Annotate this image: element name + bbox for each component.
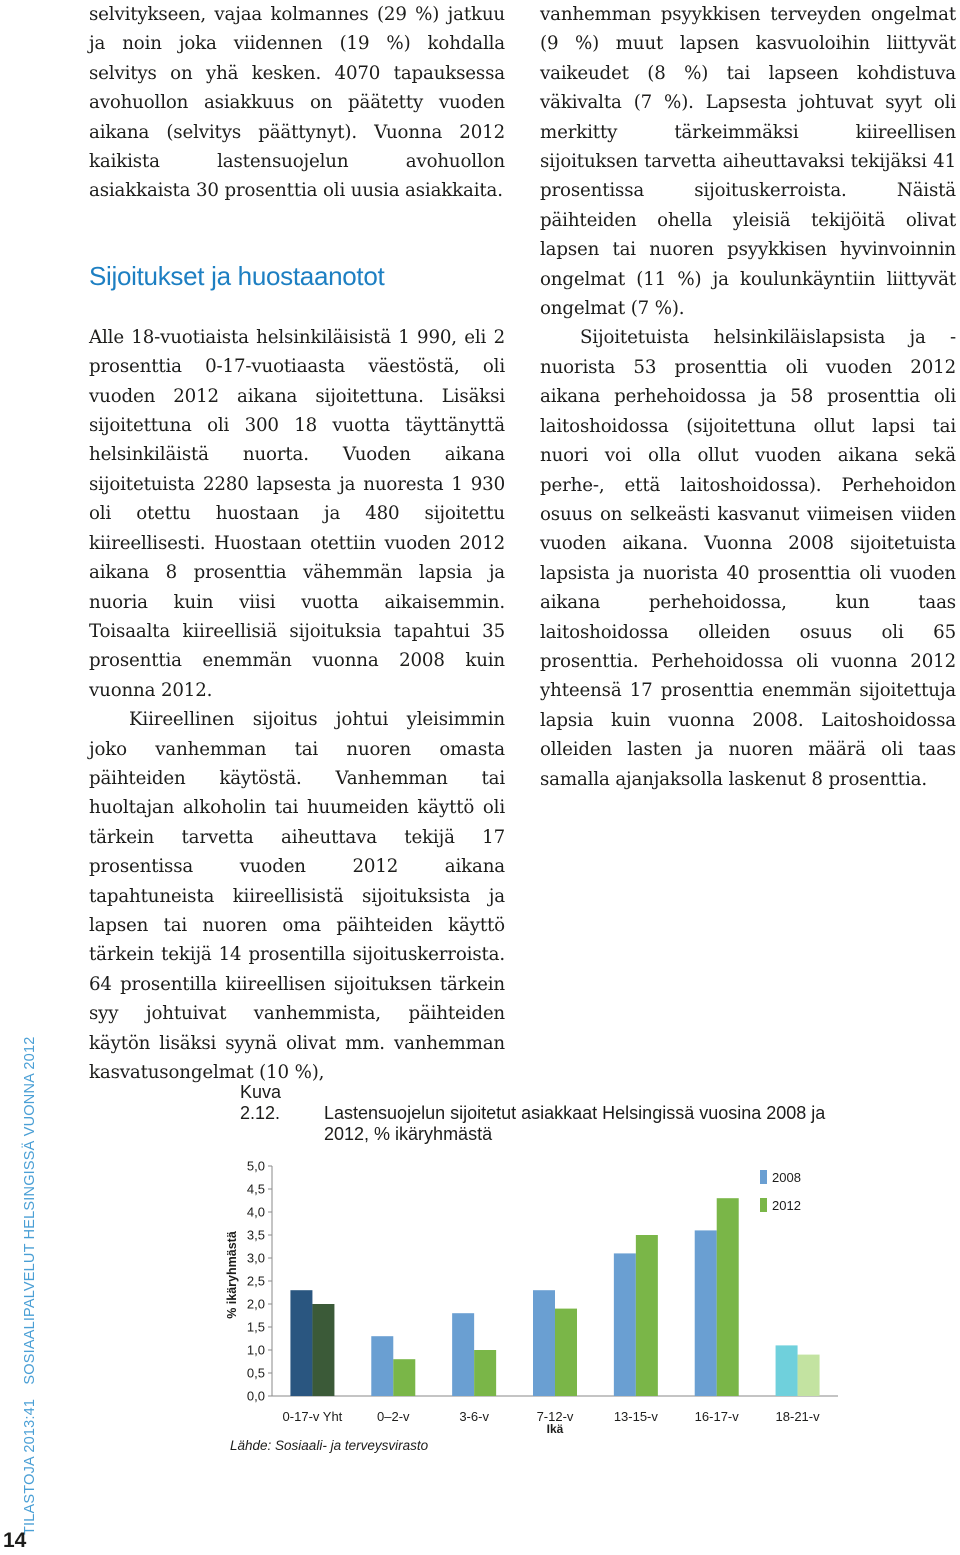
bar-2012: [474, 1350, 496, 1396]
bar-2008: [533, 1290, 555, 1396]
bar-2012: [798, 1355, 820, 1396]
legend-label: 2012: [772, 1198, 801, 1213]
x-tick-label: 16-17-v: [694, 1409, 739, 1424]
x-tick-label: 0-17-v Yht: [282, 1409, 343, 1424]
legend-label: 2008: [772, 1170, 801, 1185]
x-tick-label: 0–2-v: [377, 1409, 410, 1424]
left-paragraph-1: selvitykseen, vajaa kolmannes (29 %) jatkuu ja noin joka viidennen (19 %) kohdalla selvitys on yhä kesken. 4070 tapauksessa avohuollon asiakkuus on päätetty vuoden aikana (selvitys päättynyt). Vuonna 2012 kaikista lastensuojelun avohuollon asiakkaista 30 prosenttia oli uusia asiakkaita.: [89, 4, 505, 202]
y-tick-label: 4,5: [246, 1181, 265, 1197]
bar-2008: [452, 1313, 474, 1396]
figure-title-line-2: 2012, % ikäryhmästä: [324, 1124, 493, 1144]
bar-2008: [371, 1336, 393, 1396]
page-number: 14: [3, 1529, 27, 1552]
y-tick-label: 2,5: [246, 1273, 265, 1289]
x-tick-label: 13-15-v: [613, 1409, 658, 1424]
series-label: SOSIAALIPALVELUT HELSINGISSÄ VUONNA 2012: [22, 1036, 38, 1385]
bar-2012: [393, 1359, 415, 1396]
y-tick-label: 5,0: [246, 1158, 265, 1174]
y-tick-label: 1,0: [246, 1342, 265, 1358]
bar-2012: [717, 1198, 739, 1396]
bar-2008: [290, 1290, 312, 1396]
bar-2012: [312, 1304, 334, 1396]
x-axis-label: Ikä: [546, 1422, 564, 1436]
y-tick-label: 0,5: [246, 1365, 265, 1381]
x-tick-label: 3-6-v: [459, 1409, 489, 1424]
right-paragraph-2: Sijoitetuista helsinkiläislapsista ja -nuorista 53 prosenttia oli vuoden 2012 aikana perhehoidossa ja 58 prosenttia oli laitoshoidossa (sijoitettuna ollut lapsi tai nuori voi olla ollut vuoden aikana sekä perhe-, että laitoshoidossa). Perhehoidon osuus on selkeästi kasvanut viimeisen viiden vuoden aikana. Vuonna 2008 sijoitetuista lapsista ja nuorista 40 prosenttia oli vuoden aikana perhehoidossa, kun taas laitoshoidossa olleiden osuus oli 65 prosenttia. Perhehoidossa oli vuonna 2012 yhteensä 17 prosenttia enemmän sijoitettuja lapsia kuin vuonna 2008. Laitoshoidossa olleiden lasten ja nuoren määrä oli taas samalla ajanjaksolla laskenut 8 prosenttia.: [540, 327, 956, 790]
y-tick-label: 1,5: [246, 1319, 265, 1335]
section-heading: Sijoitukset ja huostaanotot: [89, 260, 385, 291]
x-tick-label: 18-21-v: [775, 1409, 820, 1424]
legend-swatch: [760, 1198, 767, 1212]
bar-2008: [614, 1253, 636, 1396]
bar-2008: [776, 1345, 798, 1396]
bar-2012: [636, 1235, 658, 1396]
figure-title-line-1: Lastensuojelun sijoitetut asiakkaat Helsingissä vuosina 2008 ja: [324, 1103, 826, 1123]
y-axis-label: % ikäryhmästä: [225, 1231, 239, 1319]
x-tick-label: 7-12-v: [536, 1409, 574, 1424]
right-paragraph-1: vanhemman psyykkisen terveyden ongelmat (9 %) muut lapsen kasvuoloihin liittyvät vaikeudet (8 %) tai lapseen kohdistuva väkivalta (7 %). Lapsesta johtuvat syyt oli merkitty tärkeimmäksi kiireellisen sijoituksen tarvetta aiheuttavaksi tekijäksi 41 prosentissa sijoituskerroista. Näistä päihteiden ohella yleisiä tekijöitä olivat lapsen tai nuoren psyykkisen hyvinvoinnin ongelmat (11 %) ja koulunkäyntiin liittyvät ongelmat (7 %).: [540, 4, 956, 320]
left-paragraph-3: Kiireellinen sijoitus johtui yleisimmin joko vanhemman tai nuoren omasta päihteiden käytöstä. Vanhemman tai huoltajan alkoholin tai huumeiden käyttö oli tärkein tarvetta aiheuttava tekijä 17 prosentissa vuoden 2012 aikana tapahtuneista kiireellisistä sijoituksista ja lapsen tai nuoren oma päihteiden käyttö tärkein tekijä 14 prosentilla sijoituskerroista. 64 prosentilla kiireellisen sijoituksen tärkein syy johtuivat vanhemmista, päihteiden käytön lisäksi syynä olivat mm. vanhemman kasvatusongelmat (10 %),: [89, 709, 505, 1083]
y-tick-label: 4,0: [246, 1204, 265, 1220]
y-tick-label: 3,0: [246, 1250, 265, 1266]
bar-2012: [555, 1309, 577, 1396]
y-tick-label: 0,0: [246, 1388, 265, 1404]
figure-source: Lähde: Sosiaali- ja terveysvirasto: [230, 1438, 429, 1453]
y-tick-label: 3,5: [246, 1227, 265, 1243]
left-paragraph-2: Alle 18-vuotiaista helsinkiläisistä 1 990, eli 2 prosenttia 0-17-vuotiaasta väestöstä, oli vuoden 2012 aikana sijoitettuna. Lisäksi sijoitettuna oli 300 18 vuotta täyttänyttä helsinkiläistä nuorta. Vuoden aikana sijoitetuista 2280 lapsesta ja nuoresta 1 930 oli otettu huostaan ja 480 sijoitettu kiireellisesti. Huostaan otettiin vuoden 2012 aikana 8 prosenttia vähemmän lapsia ja nuoria kuin viisi vuotta aikaisemmin. Toisaalta kiireellisiä sijoituksia tapahtui 35 prosenttia enemmän vuonna 2008 kuin vuonna 2012.: [89, 326, 505, 701]
publication-label: TILASTOJA 2013:41: [22, 1398, 38, 1535]
legend-swatch: [760, 1170, 767, 1184]
bar-2008: [695, 1230, 717, 1396]
y-tick-label: 2,0: [246, 1296, 265, 1312]
figure-number: Kuva 2.12.: [240, 1082, 282, 1123]
